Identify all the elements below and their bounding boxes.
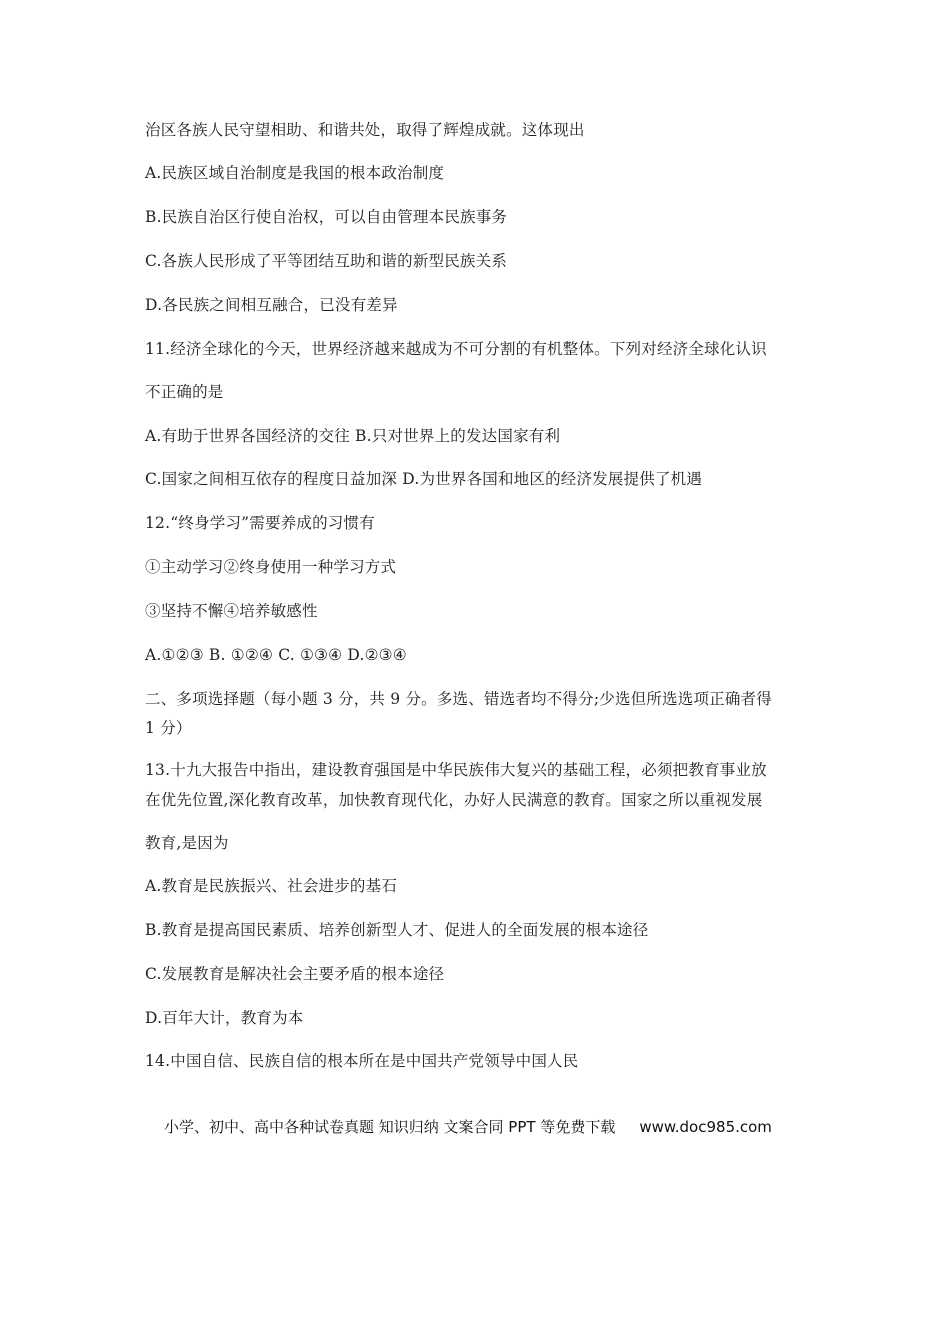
- footer-text: 小学、初中、高中各种试卷真题 知识归纳 文案合同 PPT 等免费下载: [164, 1118, 616, 1136]
- section-heading: 二、多项选择题（每小题 3 分，共 9 分。多选、错选者均不得分;少选但所选选项正确者得: [145, 690, 772, 708]
- option-line: D.各民族之间相互融合，已没有差异: [145, 296, 398, 314]
- option-line: C.各族人民形成了平等团结互助和谐的新型民族关系: [145, 252, 508, 270]
- option-line: B.教育是提高国民素质、培养创新型人才、促进人的全面发展的根本途径: [145, 921, 649, 939]
- text-line: 治区各族人民守望相助、和谐共处，取得了辉煌成就。这体现出: [145, 121, 585, 139]
- option-line: A.教育是民族振兴、社会进步的基石: [145, 877, 398, 895]
- text-line: ③坚持不懈④培养敏感性: [145, 602, 318, 620]
- option-line: C.国家之间相互依存的程度日益加深 D.为世界各国和地区的经济发展提供了机遇: [145, 470, 703, 488]
- option-line: C.发展教育是解决社会主要矛盾的根本途径: [145, 965, 445, 983]
- option-line: D.百年大计，教育为本: [145, 1009, 304, 1027]
- option-line: A.①②③ B. ①②④ C. ①③④ D.②③④: [145, 646, 407, 664]
- option-line: A.民族区域自治制度是我国的根本政治制度: [145, 164, 445, 182]
- question-line: 12.“终身学习”需要养成的习惯有: [145, 514, 375, 532]
- question-line: 13.十九大报告中指出，建设教育强国是中华民族伟大复兴的基础工程，必须把教育事业放: [145, 761, 767, 779]
- page-footer: [164, 1116, 772, 1137]
- question-line: 在优先位置,深化教育改革，加快教育现代化，办好人民满意的教育。国家之所以重视发展: [145, 791, 763, 809]
- text-line: ①主动学习②终身使用一种学习方式: [145, 558, 397, 576]
- question-line: 教育,是因为: [145, 834, 229, 852]
- option-line: A.有助于世界各国经济的交往 B.只对世界上的发达国家有利: [145, 427, 561, 445]
- footer-url-link[interactable]: www.doc985.com: [639, 1118, 772, 1136]
- section-heading: 1 分）: [145, 719, 192, 737]
- question-line: 11.经济全球化的今天，世界经济越来越成为不可分割的有机整体。下列对经济全球化认识: [145, 340, 767, 358]
- option-line: B.民族自治区行使自治权，可以自由管理本民族事务: [145, 208, 508, 226]
- question-line: 14.中国自信、民族自信的根本所在是中国共产党领导中国人民: [145, 1052, 579, 1070]
- question-line: 不正确的是: [145, 383, 224, 401]
